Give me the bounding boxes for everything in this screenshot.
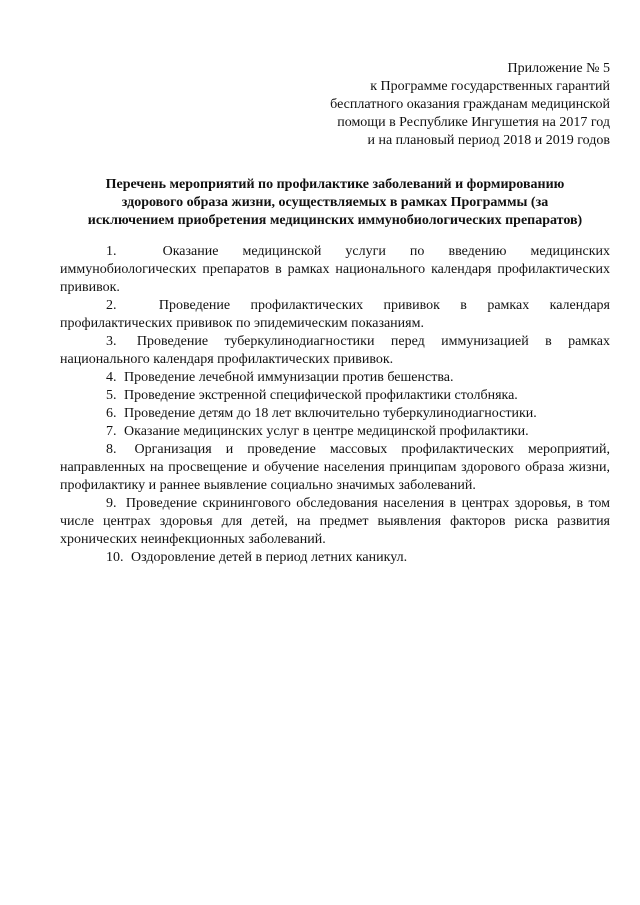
title-line: исключением приобретения медицинских иммунобиологических препаратов) bbox=[87, 213, 583, 228]
list-item bbox=[60, 405, 610, 423]
appendix-line: помощи в Республике Ингушетия на 2017 год bbox=[337, 115, 610, 130]
appendix-number: Приложение № 5 bbox=[507, 61, 610, 76]
item-text: Проведение профилактических прививок в рамках календаря профилактических прививок по эпидемическим показаниям. bbox=[60, 298, 610, 331]
item-number: 9. bbox=[106, 496, 117, 511]
title-line: Перечень мероприятий по профилактике заболеваний и формированию bbox=[105, 177, 565, 192]
item-text: Оказание медицинской услуги по введению медицинских иммунобиологических препаратов в рамках национального календаря профилактических прививок. bbox=[60, 244, 611, 295]
item-number: 1. bbox=[106, 244, 117, 259]
item-text: Проведение скринингового обследования населения в центрах здоровья, в том числе центрах здоровья для детей, на предмет выявления факторов риска развития хронических неинфекционных заболеваний. bbox=[60, 496, 610, 547]
item-number: 4. bbox=[106, 370, 117, 385]
item-text: Оздоровление детей в период летних каникул. bbox=[131, 550, 408, 565]
item-text: Проведение лечебной иммунизации против бешенства. bbox=[124, 370, 454, 385]
item-text: Организация и проведение массовых профилактических мероприятий, направленных на просвещение и обучение населения принципам здорового образа жизни, профилактику и раннее выявление социально значимых заболеваний. bbox=[60, 442, 610, 493]
item-text: Проведение туберкулинодиагностики перед иммунизацией в рамках национального календаря профилактических прививок. bbox=[60, 334, 610, 367]
item-number: 2. bbox=[106, 298, 117, 313]
list-item bbox=[60, 333, 610, 369]
item-number: 5. bbox=[106, 388, 117, 403]
item-text: Проведение детям до 18 лет включительно туберкулинодиагностики. bbox=[124, 406, 537, 421]
list-item bbox=[60, 297, 610, 333]
list-item bbox=[60, 495, 610, 549]
item-number: 8. bbox=[106, 442, 117, 457]
item-number: 3. bbox=[106, 334, 117, 349]
appendix-line: и на плановый период 2018 и 2019 годов bbox=[367, 133, 610, 148]
item-text: Проведение экстренной специфической профилактики столбняка. bbox=[124, 388, 518, 403]
document-title bbox=[60, 176, 610, 230]
list-item bbox=[60, 387, 610, 405]
list-item bbox=[60, 441, 610, 495]
list-item bbox=[60, 549, 610, 567]
appendix-line: к Программе государственных гарантий bbox=[370, 79, 610, 94]
item-text: Оказание медицинских услуг в центре медицинской профилактики. bbox=[124, 424, 529, 439]
list-item bbox=[60, 423, 610, 441]
item-number: 10. bbox=[106, 550, 124, 565]
appendix-line: бесплатного оказания гражданам медицинской bbox=[330, 97, 610, 112]
item-number: 6. bbox=[106, 406, 117, 421]
title-line: здорового образа жизни, осуществляемых в рамках Программы (за bbox=[121, 195, 549, 210]
list-item bbox=[60, 243, 610, 297]
item-number: 7. bbox=[106, 424, 117, 439]
list-item bbox=[60, 369, 610, 387]
appendix-header bbox=[250, 60, 610, 150]
measures-list bbox=[60, 243, 610, 567]
